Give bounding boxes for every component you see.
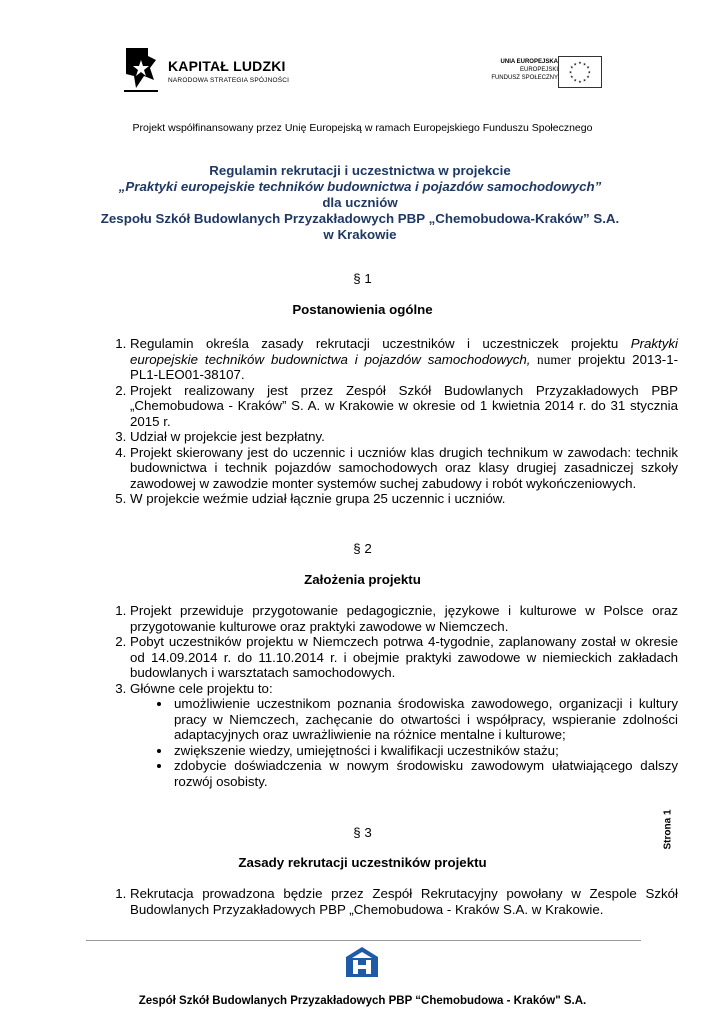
section-2-goals xyxy=(130,696,678,789)
section-1-list xyxy=(90,336,678,507)
eu-star: ★ xyxy=(586,64,591,70)
eu-star: ★ xyxy=(578,60,582,66)
eu-star: ★ xyxy=(587,69,592,75)
goal-item-2: • zwiększenie wiedzy, umiejętności i kwalifikacji uczestników stażu; xyxy=(172,743,678,759)
title-line-4: Zespołu Szkół Budowlanych Przyzakładowych PBP „Chemobudowa-Kraków” S.A. xyxy=(100,211,620,226)
goal-item-1: • umożliwienie uczestnikom poznania środowiska zawodowego, organizacji i kultury pracy w Niemczech, zachęcanie do otwartości i współpracy, wspieranie zdolności adaptacyjnych oraz uwrażliwienie na różnice mentalne i kulturowe; xyxy=(172,696,678,743)
kapital-ludzki-title: KAPITAŁ LUDZKI xyxy=(168,58,286,74)
goal-item-3: • zdobycie doświadczenia w nowym środowisku zawodowym ułatwiającego dalszy rozwój osobisty. xyxy=(172,758,678,789)
title-line-1: Regulamin rekrutacji i uczestnictwa w projekcie xyxy=(209,163,511,178)
eu-star: ★ xyxy=(568,69,573,75)
eu-star: ★ xyxy=(578,78,582,84)
section-1-item-1 xyxy=(130,336,678,383)
section-2-item-2: 2. Pobyt uczestników projektu w Niemczech potrwa 4-tygodnie, zaplanowany został w okresie od 14.09.2014 r. do 11.10.2014 r. i obejmie praktyki zawodowe w niemieckich zakładach budowlanych i warsztatach samochodowych. xyxy=(130,634,678,681)
eu-line-1: UNIA EUROPEJSKA xyxy=(500,59,558,65)
kapital-ludzki-star-icon xyxy=(124,46,158,98)
section-3-sign: § 3 xyxy=(353,825,372,840)
s1-item1-number-word: numer xyxy=(530,351,572,367)
eu-text xyxy=(491,58,558,82)
eu-line-3: FUNDUSZ SPOŁECZNY xyxy=(491,75,558,81)
title-line-2: „Praktyki europejskie techników budownictwa i pojazdów samochodowych” xyxy=(118,179,602,194)
eu-flag-icon xyxy=(558,56,602,88)
cofinancing-note: Projekt współfinansowany przez Unię Europejską w ramach Europejskiego Funduszu Społecznego xyxy=(132,122,593,134)
section-3-item-1: 1. Rekrutacja prowadzona będzie przez Zespół Rekrutacyjny powołany w Zespole Szkół Budowlanych Przyzakładowych PBP „Chemobudowa - Kraków S.A. w Krakowie. xyxy=(130,886,678,917)
title-line-5: w Krakowie xyxy=(323,227,397,242)
s1-item1-text: Regulamin określa zasady rekrutacji uczestników i uczestniczek projektu xyxy=(130,336,631,351)
section-2-item-1: 1. Projekt przewiduje przygotowanie pedagogicznie, językowe i kulturowe w Polsce oraz przygotowanie kulturowe oraz praktyki zawodowe w Niemczech. xyxy=(130,603,678,634)
section-1-sign: § 1 xyxy=(353,271,372,286)
eu-star: ★ xyxy=(582,61,587,67)
section-1-item-4: 4. Projekt skierowany jest do uczennic i uczniów klas drugich technikum w zawodach: technik budownictwa i technik pojazdów samochodowych oraz klasy drugiej zasadniczej szkoły zawodowej w zawodzie monter systemów suchej zabudowy i robót wykończeniowych. xyxy=(130,445,678,492)
school-logo-icon xyxy=(345,946,379,978)
section-1-heading: Postanowienia ogólne xyxy=(292,302,433,317)
s1-item1-project-name: Praktyki europejskie techników budownictwa i pojazdów samochodowych, xyxy=(130,336,678,367)
eu-star: ★ xyxy=(569,74,574,80)
footer-text: Zespół Szkół Budowlanych Przyzakładowych PBP “Chemobudowa - Kraków" S.A. xyxy=(138,995,587,1007)
section-2-list xyxy=(90,603,678,789)
section-1-item-2: 2. Projekt realizowany jest przez Zespół Szkół Budowlanych Przyzakładowych PBP „Chemobudowa - Kraków” S. A. w Krakowie w okresie od 1 kwietnia 2014 r. do 31 stycznia 2015 r. xyxy=(130,383,678,430)
eu-logo xyxy=(470,56,602,90)
kapital-ludzki-logo xyxy=(124,46,294,98)
eu-line-2: EUROPEJSKI xyxy=(519,67,558,73)
section-3-heading: Zasady rekrutacji uczestników projektu xyxy=(238,855,487,870)
s2-item3-text: Główne cele projektu to: xyxy=(130,680,273,696)
section-2-heading: Założenia projektu xyxy=(304,572,421,587)
section-2-sign: § 2 xyxy=(353,541,372,556)
page-label xyxy=(662,804,688,864)
eu-star: ★ xyxy=(569,64,574,70)
eu-star: ★ xyxy=(586,74,591,80)
section-1-item-3: 3. Udział w projekcie jest bezpłatny. xyxy=(130,429,678,445)
footer-divider xyxy=(86,940,641,941)
section-3-list xyxy=(90,886,678,917)
eu-star: ★ xyxy=(573,61,578,67)
title-line-3: dla uczniów xyxy=(322,195,398,210)
s1-item1-number: projektu 2013-1-PL1-LEO01-38107. xyxy=(130,351,679,382)
section-2-item-3 xyxy=(130,681,678,790)
eu-star: ★ xyxy=(582,77,587,83)
document-title xyxy=(80,163,640,243)
eu-star: ★ xyxy=(573,77,578,83)
kapital-ludzki-subtitle: NARODOWA STRATEGIA SPÓJNOŚCI xyxy=(168,77,290,84)
page-label-text: Strona 1 xyxy=(662,809,674,850)
section-1-item-5: 5. W projekcie weźmie udział łącznie grupa 25 uczennic i uczniów. xyxy=(130,491,678,507)
